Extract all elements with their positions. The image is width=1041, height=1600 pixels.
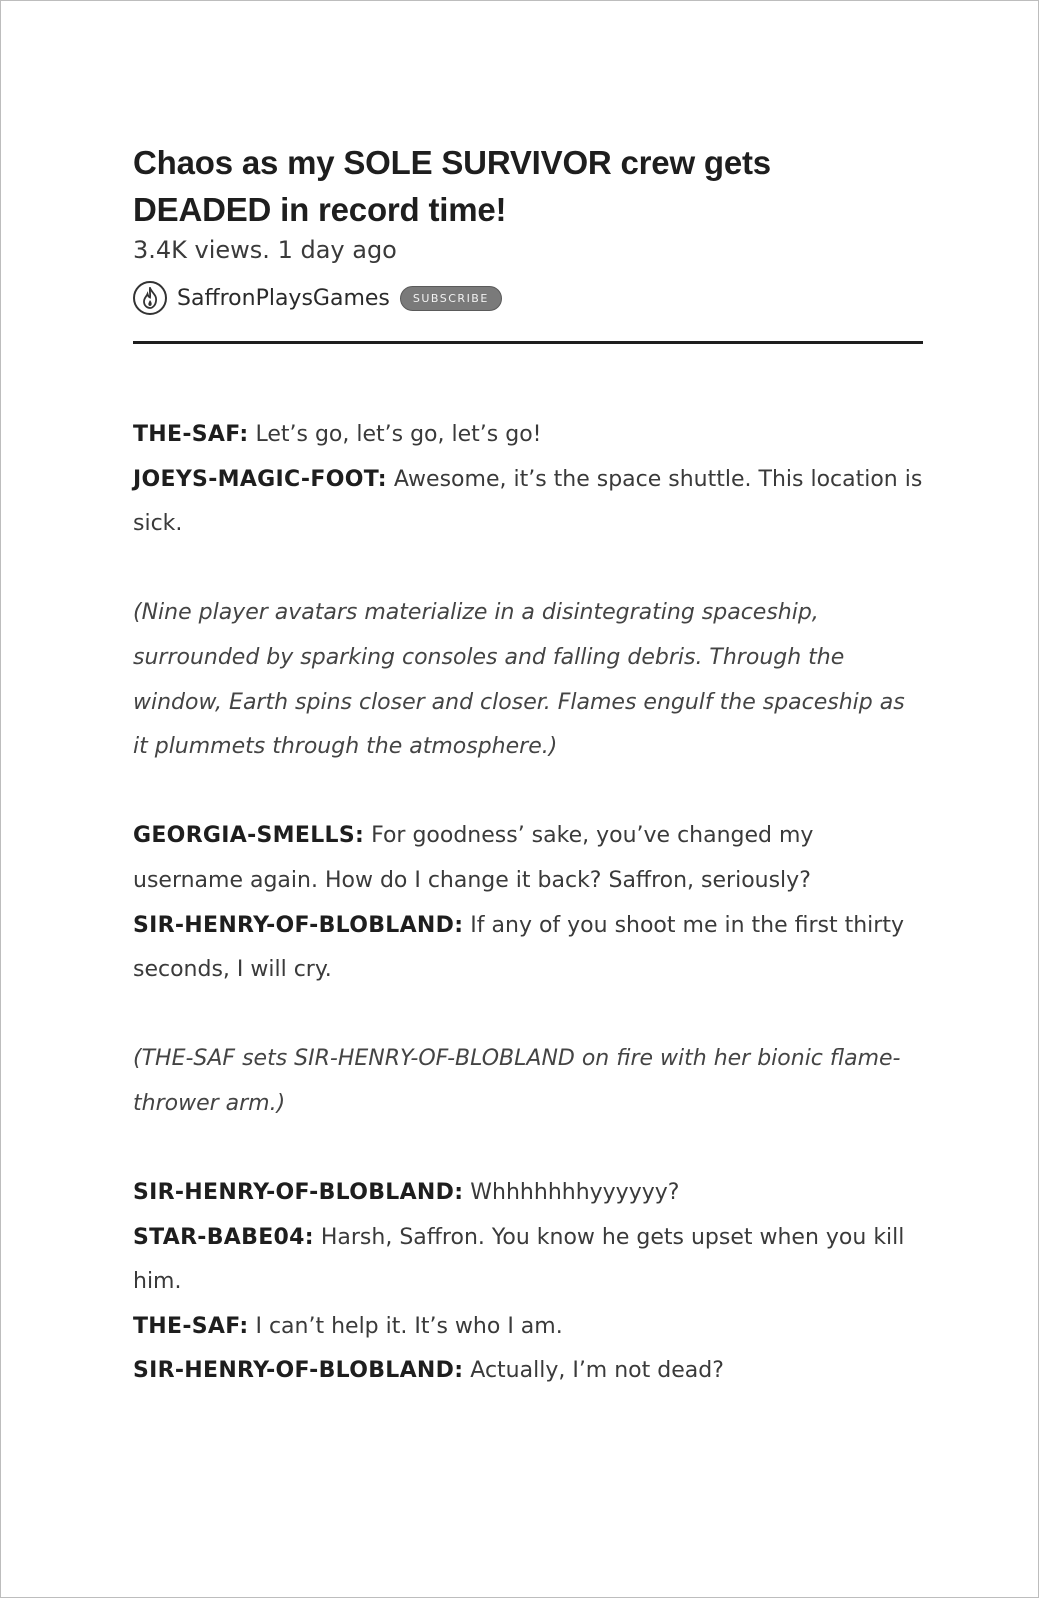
dialogue-text: Let’s go, let’s go, let’s go! <box>248 422 542 447</box>
dialogue-text: Whhhhhhhyyyyyy? <box>463 1180 680 1206</box>
speaker-name: STAR-BABE04: <box>133 1224 314 1250</box>
speaker-name: THE-SAF: <box>133 1313 249 1339</box>
speaker-name: THE-SAF: <box>133 422 249 447</box>
transcript-line <box>133 1305 923 1350</box>
transcript-line <box>133 458 923 547</box>
speaker-name: SIR-HENRY-OF-BLOBLAND: <box>133 912 464 938</box>
dialogue-text: Harsh, Saffron. You know he gets upset when you kill him. <box>133 1224 905 1295</box>
transcript-line <box>133 413 923 458</box>
dialogue-text: I can’t help it. It’s who I am. <box>248 1313 563 1339</box>
transcript <box>133 413 923 1394</box>
dialogue-text: For goodness’ sake, you’ve changed my username again. How do I change it back? Saffron, seriously? <box>133 823 814 893</box>
transcript-line <box>133 814 923 903</box>
transcript-line <box>133 904 923 993</box>
channel-row <box>133 281 502 315</box>
channel-name[interactable]: SaffronPlaysGames <box>177 285 390 311</box>
dialogue-text: If any of you shoot me in the first thirty seconds, I will cry. <box>133 912 904 983</box>
view-count: 3.4K views. 1 day ago <box>133 236 397 264</box>
spacer <box>133 1127 923 1172</box>
speaker-name: JOEYS-MAGIC-FOOT: <box>133 466 387 492</box>
spacer <box>133 993 923 1038</box>
dialogue-text: Actually, I’m not dead? <box>463 1358 724 1384</box>
transcript-line <box>133 1171 923 1216</box>
flame-icon[interactable] <box>133 281 167 315</box>
transcript-line <box>133 1349 923 1394</box>
subscribe-button[interactable]: SUBSCRIBE <box>400 286 502 311</box>
transcript-line <box>133 1216 923 1305</box>
divider <box>133 341 923 344</box>
spacer <box>133 547 923 592</box>
dialogue-text: Awesome, it’s the space shuttle. This location is sick. <box>133 466 923 537</box>
video-title: Chaos as my SOLE SURVIVOR crew gets DEADED in record time! <box>133 144 771 228</box>
speaker-name: GEORGIA-SMELLS: <box>133 823 365 849</box>
spacer <box>133 770 923 815</box>
stage-direction: (THE-SAF sets SIR-HENRY-OF-BLOBLAND on fire with her bionic flame-thrower arm.) <box>133 1046 901 1116</box>
stage-direction: (Nine player avatars materialize in a disintegrating spaceship, surrounded by sparking consoles and falling debris. Through the window, Earth spins closer and closer. Flames engulf the spaceship as it plummets through the atmosphere.) <box>133 600 905 760</box>
speaker-name: SIR-HENRY-OF-BLOBLAND: <box>133 1358 464 1384</box>
speaker-name: SIR-HENRY-OF-BLOBLAND: <box>133 1180 464 1206</box>
